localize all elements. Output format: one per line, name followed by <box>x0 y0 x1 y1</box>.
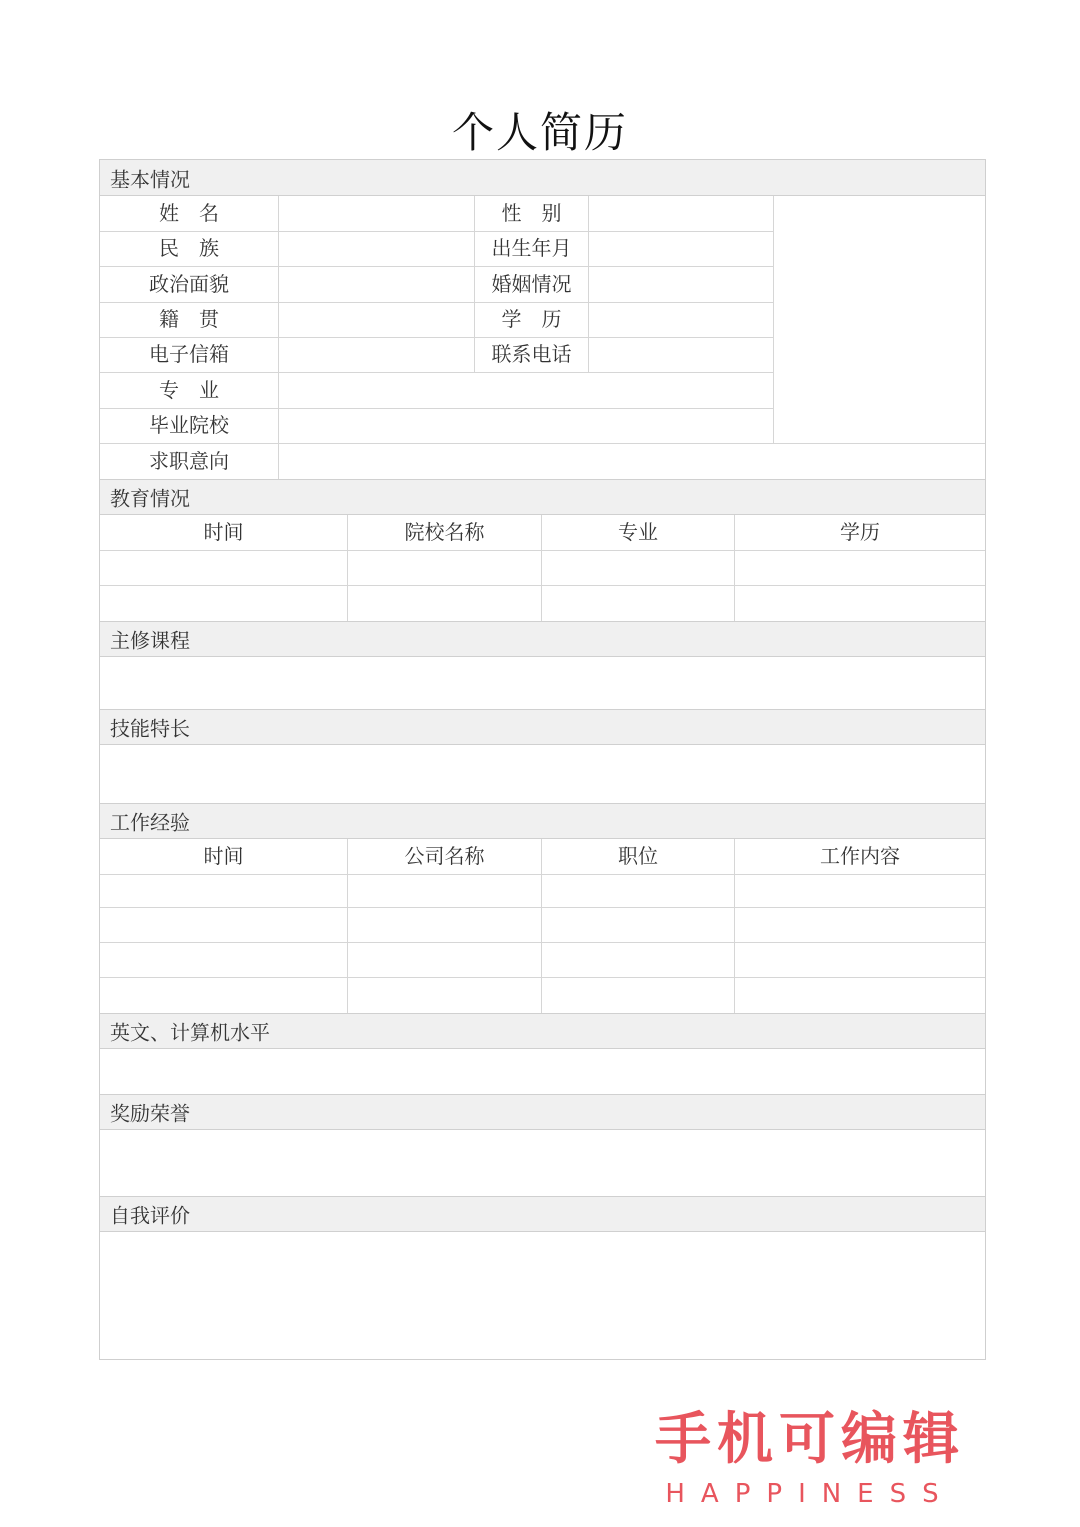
label-email: 电子信箱 <box>149 342 229 366</box>
work-header-content: 工作内容 <box>820 844 900 868</box>
edu-row[interactable] <box>100 586 985 620</box>
section-education-label: 教育情况 <box>110 486 190 511</box>
label-objective: 求职意向 <box>149 449 229 473</box>
edu-row[interactable] <box>100 551 985 585</box>
section-courses-label: 主修课程 <box>110 628 190 653</box>
photo-area[interactable] <box>774 197 985 443</box>
field-marital[interactable] <box>589 267 773 301</box>
edu-header-school: 院校名称 <box>404 520 485 544</box>
label-degree: 学 历 <box>501 307 562 331</box>
resume-title: 个人简历 <box>451 108 628 157</box>
skills-content[interactable] <box>100 745 985 803</box>
label-hometown: 籍 贯 <box>159 307 219 331</box>
field-gender[interactable] <box>589 197 773 231</box>
section-skills-label: 技能特长 <box>110 716 190 741</box>
label-political: 政治面貌 <box>149 272 229 296</box>
field-major[interactable] <box>279 373 773 407</box>
work-row[interactable] <box>100 943 985 977</box>
label-ethnicity: 民 族 <box>159 236 219 260</box>
label-marital: 婚姻情况 <box>491 272 572 296</box>
language-content[interactable] <box>100 1049 985 1094</box>
section-language <box>100 1013 985 1049</box>
edu-header-time: 时间 <box>203 520 244 544</box>
field-name[interactable] <box>279 197 474 231</box>
label-school: 毕业院校 <box>149 413 229 437</box>
work-row[interactable] <box>100 875 985 907</box>
watermark-main: 手机可编辑 <box>655 1407 965 1472</box>
section-language-label: 英文、计算机水平 <box>110 1020 270 1045</box>
label-gender: 性 别 <box>501 201 562 225</box>
label-birth: 出生年月 <box>491 236 572 260</box>
edu-header-degree: 学历 <box>840 520 880 544</box>
field-degree[interactable] <box>589 303 773 337</box>
self-eval-content[interactable] <box>100 1232 985 1359</box>
resume-form <box>99 159 986 1360</box>
section-awards <box>100 1094 985 1130</box>
label-name: 姓 名 <box>159 201 219 225</box>
field-birth[interactable] <box>589 232 773 266</box>
section-courses <box>100 621 985 657</box>
section-basic-label: 基本情况 <box>110 167 190 191</box>
work-header-company: 公司名称 <box>404 844 485 868</box>
field-email[interactable] <box>279 338 474 372</box>
work-row[interactable] <box>100 978 985 1013</box>
work-header-time: 时间 <box>203 844 244 868</box>
courses-content[interactable] <box>100 657 985 709</box>
field-ethnicity[interactable] <box>279 232 474 266</box>
section-skills <box>100 709 985 745</box>
section-work <box>100 803 985 839</box>
section-work-label: 工作经验 <box>110 810 190 835</box>
field-school[interactable] <box>279 409 773 443</box>
field-political[interactable] <box>279 267 474 301</box>
field-objective[interactable] <box>279 444 985 478</box>
edu-header-major: 专业 <box>618 520 658 544</box>
section-basic <box>100 160 985 196</box>
label-phone: 联系电话 <box>491 342 572 366</box>
watermark-sub: HAPPINESS <box>665 1479 955 1509</box>
label-major: 专 业 <box>159 378 219 402</box>
field-phone[interactable] <box>589 338 773 372</box>
section-self-eval <box>100 1196 985 1232</box>
awards-content[interactable] <box>100 1130 985 1196</box>
field-hometown[interactable] <box>279 303 474 337</box>
section-education <box>100 479 985 515</box>
work-header-position: 职位 <box>618 844 658 868</box>
section-awards-label: 奖励荣誉 <box>110 1101 190 1126</box>
section-self-eval-label: 自我评价 <box>110 1203 190 1228</box>
work-row[interactable] <box>100 908 985 942</box>
